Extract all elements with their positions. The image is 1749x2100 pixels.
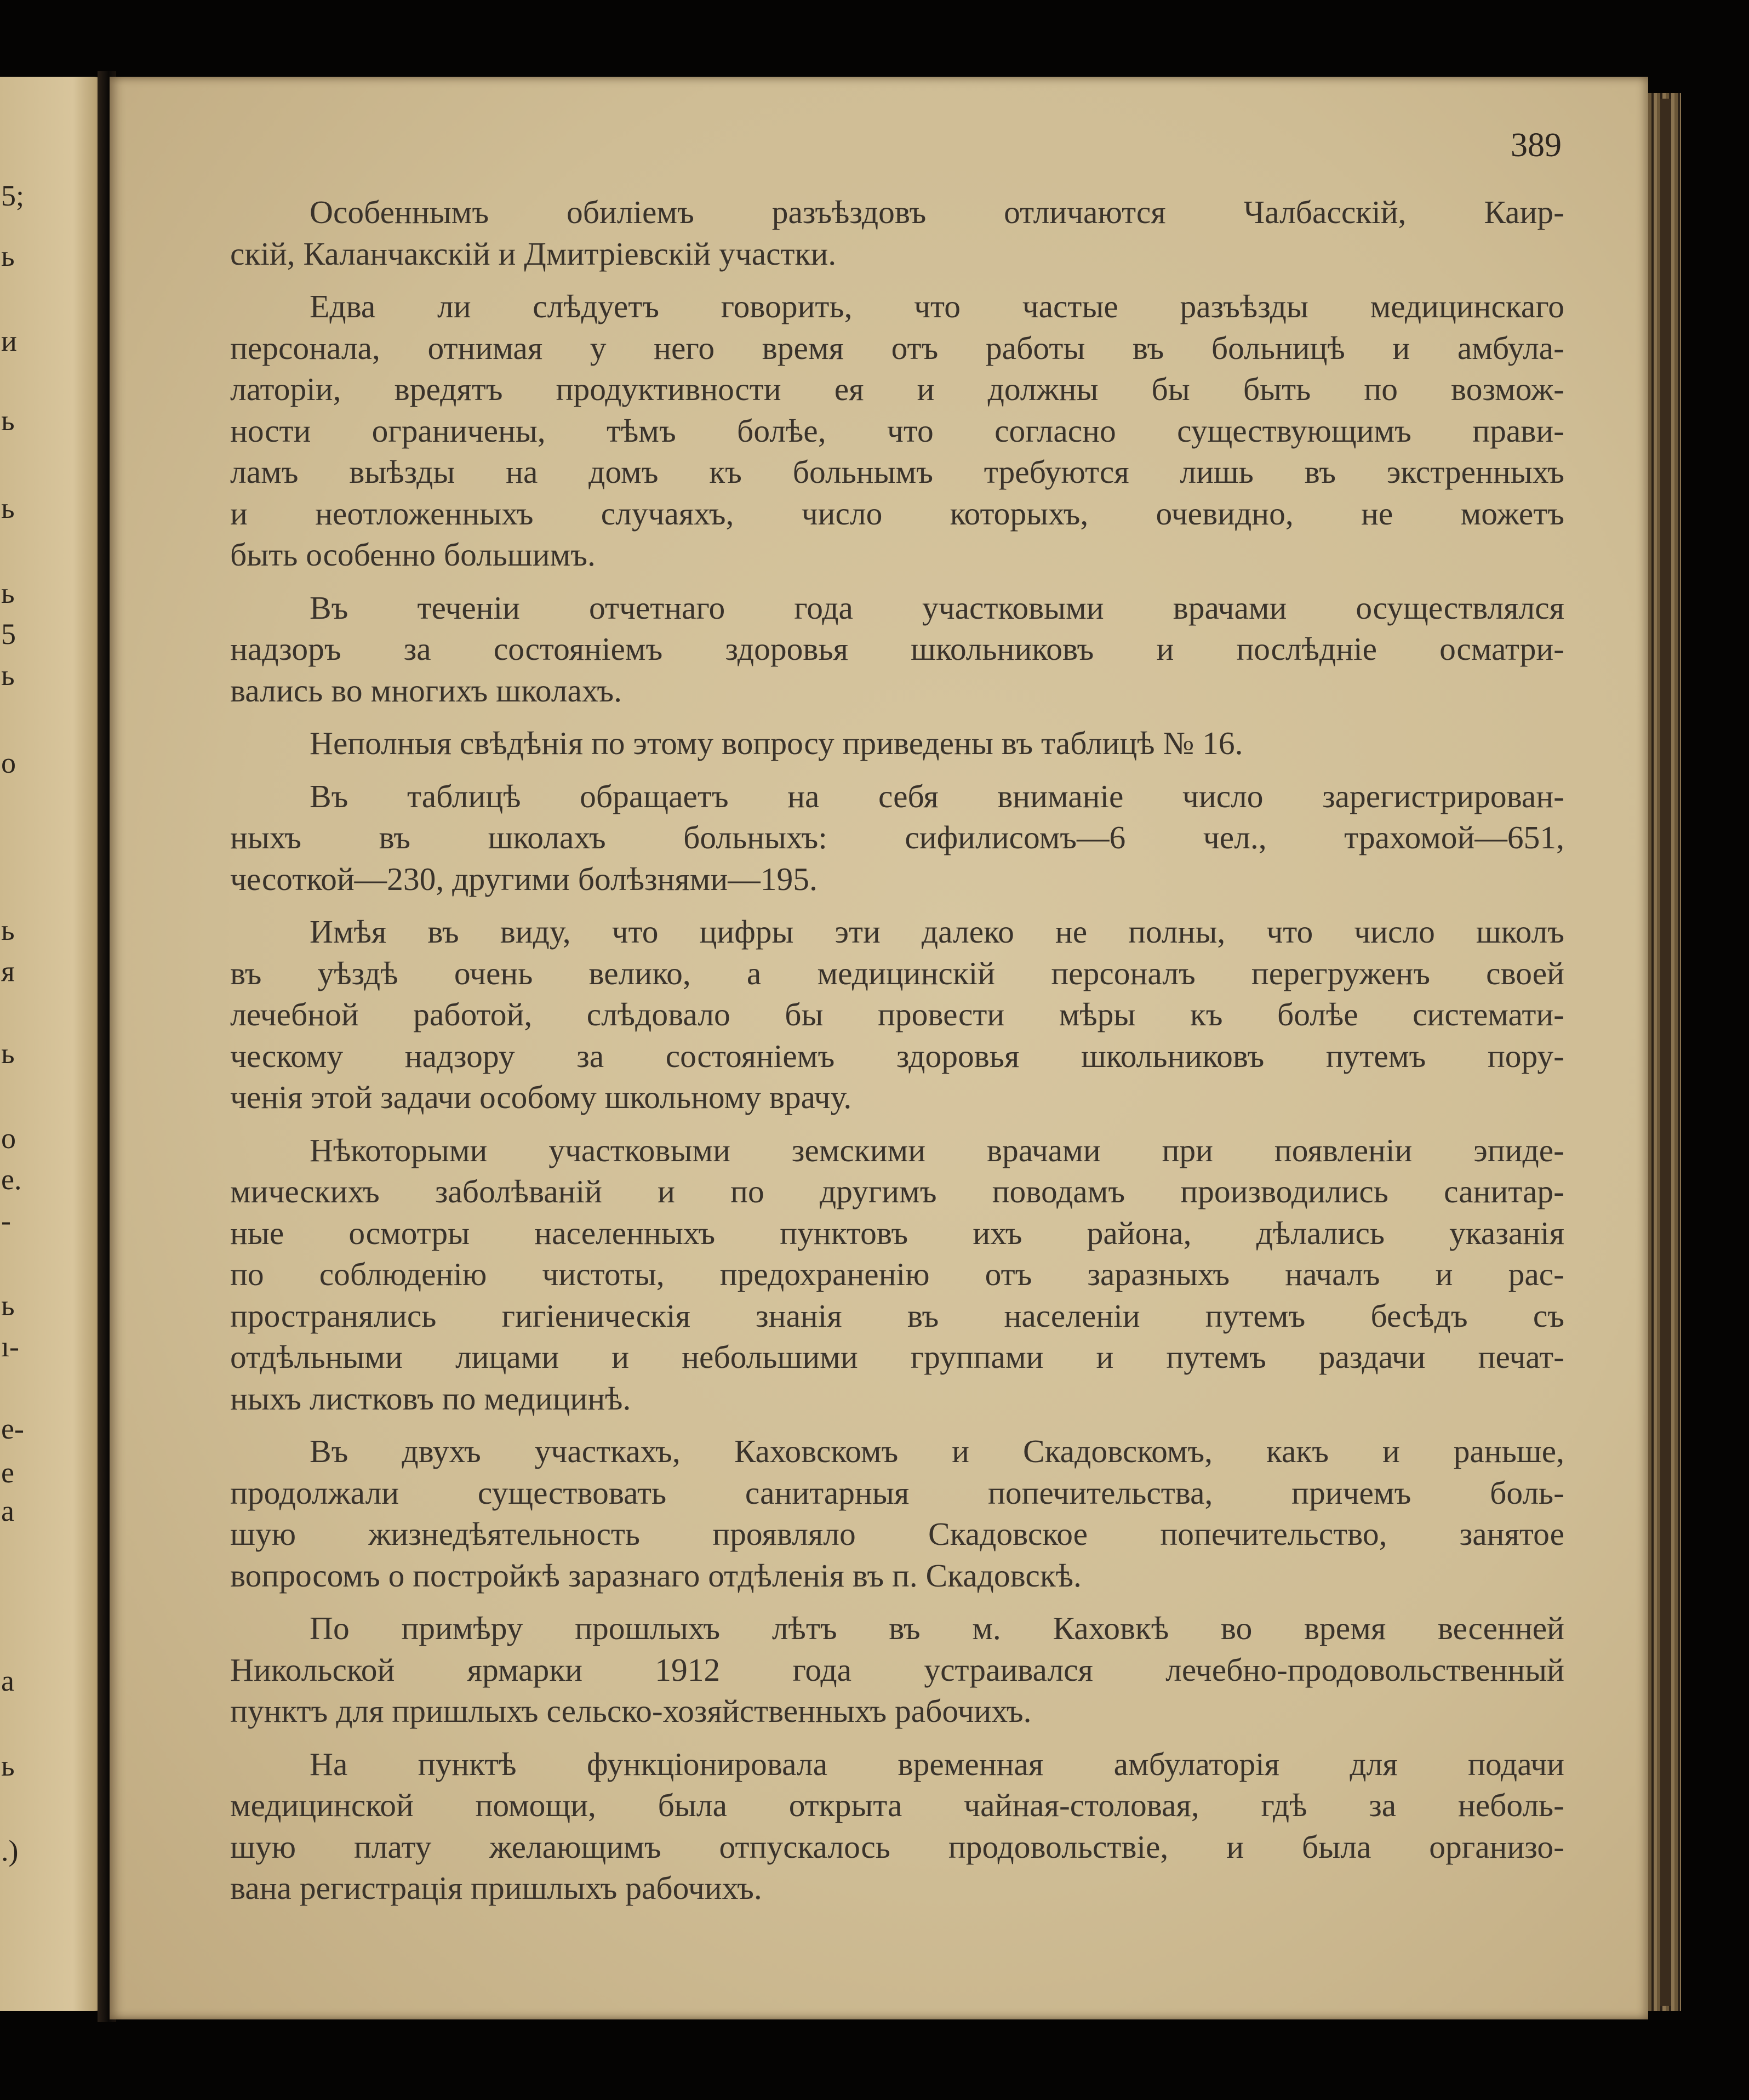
left-page-margin-fragments <box>0 77 33 2011</box>
text-line: надзоръ за состояніемъ здоровья школьниковъ и послѣдніе осматри- <box>230 631 1564 667</box>
margin-fragment: ь <box>1 914 15 946</box>
margin-fragment: 5 <box>1 618 16 650</box>
margin-fragment: е <box>1 1456 14 1489</box>
text-line: вались во многихъ школахъ. <box>230 672 622 709</box>
margin-fragment: ь <box>1 577 15 609</box>
text-line: персонала, отнимая у него время отъ работы въ больницѣ и амбула- <box>230 329 1564 366</box>
text-line: чесоткой—230, другими болѣзнями—195. <box>230 860 818 897</box>
text-line: ныхъ листковъ по медицинѣ. <box>230 1380 631 1417</box>
page-body-text <box>230 192 1564 1921</box>
text-line: ные осмотры населенныхъ пунктовъ ихъ района, дѣлались указанія <box>230 1214 1564 1251</box>
margin-fragment: о <box>1 1122 16 1155</box>
margin-fragment: - <box>1 1204 11 1237</box>
margin-fragment: и <box>1 324 17 357</box>
paragraph <box>230 776 1564 900</box>
paragraph <box>230 1608 1564 1732</box>
text-line: латоріи, вредятъ продуктивности ея и должны бы быть по возмож- <box>230 371 1564 407</box>
text-line: шую плату желающимъ отпускалось продовольствіе, и была организо- <box>230 1828 1564 1865</box>
text-line: скій, Каланчакскій и Дмитріевскій участки. <box>230 235 837 272</box>
text-line: Имѣя въ виду, что цифры эти далеко не полны, что число школъ <box>310 914 1564 950</box>
paragraph <box>230 1744 1564 1909</box>
text-line: мическихъ заболѣваній и по другимъ поводамъ производились санитар- <box>230 1173 1564 1209</box>
margin-fragment: е. <box>1 1163 22 1196</box>
text-line: Въ двухъ участкахъ, Каховскомъ и Скадовскомъ, какъ и раньше, <box>310 1433 1564 1469</box>
text-line: лечебной работой, слѣдовало бы провести мѣры къ болѣе системати- <box>230 996 1564 1032</box>
text-line: быть особенно большимъ. <box>230 537 596 573</box>
paragraph <box>230 1130 1564 1420</box>
margin-fragment: ь <box>1 492 15 524</box>
margin-fragment: ь <box>1 1037 15 1070</box>
text-line: вопросомъ о постройкѣ заразнаго отдѣленія въ п. Скадовскѣ. <box>230 1557 1082 1594</box>
margin-fragment: ь <box>1 659 15 692</box>
paragraph <box>230 723 1564 764</box>
text-line: Въ теченіи отчетнаго года участковыми врачами осуществлялся <box>310 589 1564 626</box>
text-line: шую жизнедѣятельность проявляло Скадовское попечительство, занятое <box>230 1516 1564 1552</box>
margin-fragment: е- <box>1 1412 24 1445</box>
margin-fragment: ь <box>1 239 15 272</box>
text-line: и неотложенныхъ случаяхъ, число которыхъ, очевидно, не можетъ <box>230 495 1564 532</box>
margin-fragment: ь <box>1 404 15 437</box>
text-line: ныхъ въ школахъ больныхъ: сифилисомъ—6 чел., трахомой—651, <box>230 819 1564 855</box>
paragraph <box>230 587 1564 712</box>
text-line: Неполныя свѣдѣнія по этому вопросу приведены въ таблицѣ № 16. <box>310 725 1243 761</box>
text-line: Никольской ярмарки 1912 года устраивался лечебно-продовольственный <box>230 1651 1564 1688</box>
text-line: продолжали существовать санитарныя попечительства, причемъ боль- <box>230 1474 1564 1511</box>
margin-fragment: 5; <box>1 179 25 212</box>
margin-fragment: я <box>1 955 15 988</box>
text-line: пунктъ для пришлыхъ сельско-хозяйственныхъ рабочихъ. <box>230 1693 1032 1729</box>
text-line: въ уѣздѣ очень велико, а медицинскій персоналъ перегруженъ своей <box>230 955 1564 991</box>
page-stack-shadow <box>1660 99 1671 2006</box>
margin-fragment: а <box>1 1494 14 1527</box>
margin-fragment: .) <box>1 1834 19 1867</box>
text-line: вана регистрація пришлыхъ рабочихъ. <box>230 1870 762 1906</box>
margin-fragment: а <box>1 1664 14 1697</box>
page-number: 389 <box>1511 127 1562 164</box>
text-line: Въ таблицѣ обращаетъ на себя вниманіе число зарегистрирован- <box>310 778 1564 814</box>
paragraph <box>230 192 1564 275</box>
text-line: медицинской помощи, была открыта чайная-столовая, гдѣ за неболь- <box>230 1787 1564 1823</box>
text-line: По примѣру прошлыхъ лѣтъ въ м. Каховкѣ во время весенней <box>310 1610 1564 1646</box>
text-line: ности ограничены, тѣмъ болѣе, что согласно существующимъ прави- <box>230 412 1564 449</box>
paragraph <box>230 286 1564 576</box>
paragraph <box>230 911 1564 1119</box>
left-facing-page <box>0 77 104 2011</box>
text-line: ченія этой задачи особому школьному врачу. <box>230 1079 852 1115</box>
margin-fragment: ь <box>1 1289 15 1322</box>
text-line: На пунктѣ функціонировала временная амбулаторія для подачи <box>310 1745 1564 1782</box>
text-line: Едва ли слѣдуетъ говорить, что частые разъѣзды медицинскаго <box>310 288 1564 324</box>
text-line: ламъ выѣзды на домъ къ больнымъ требуются лишь въ экстренныхъ <box>230 454 1564 490</box>
book-page <box>110 77 1648 2019</box>
text-line: пространялись гигіеническія знанія въ населеніи путемъ бесѣдъ съ <box>230 1297 1564 1334</box>
text-line: отдѣльными лицами и небольшими группами и путемъ раздачи печат- <box>230 1339 1564 1375</box>
text-line: по соблюденію чистоты, предохраненію отъ заразныхъ началъ и рас- <box>230 1256 1564 1292</box>
text-line: Особеннымъ обиліемъ разъѣздовъ отличаются Чалбасскій, Каир- <box>310 194 1564 230</box>
margin-fragment: ь <box>1 1749 15 1782</box>
paragraph <box>230 1431 1564 1596</box>
margin-fragment: о <box>1 746 16 779</box>
margin-fragment: ı- <box>1 1330 19 1363</box>
text-line: ческому надзору за состояніемъ здоровья школьниковъ путемъ пору- <box>230 1037 1564 1074</box>
text-line: Нѣкоторыми участковыми земскими врачами при появленіи эпиде- <box>310 1132 1564 1168</box>
